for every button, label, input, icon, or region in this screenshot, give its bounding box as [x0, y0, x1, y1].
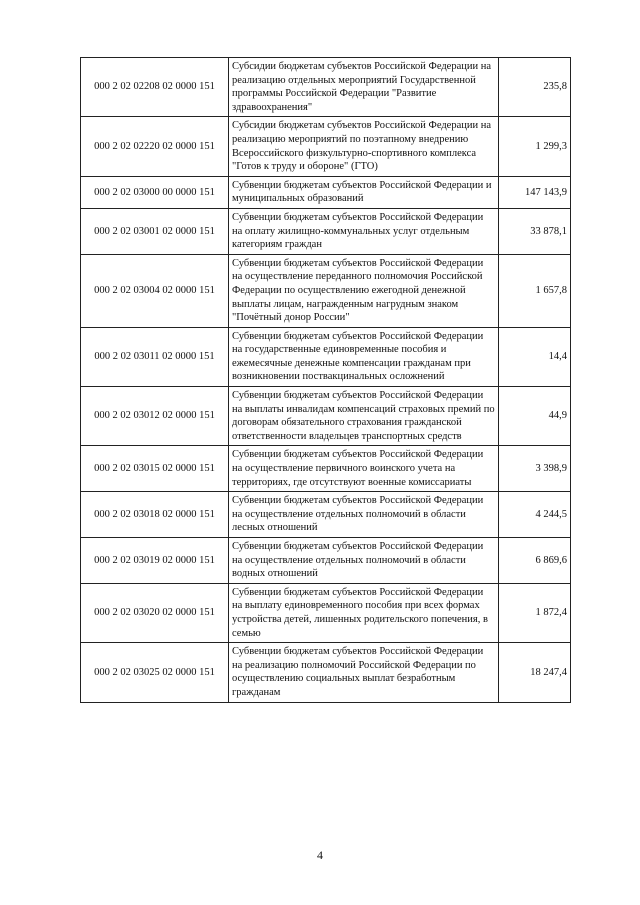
- description-cell: Субвенции бюджетам субъектов Российской Федерации на выплаты инвалидам компенсаций страховых премий по договорам обязательного страхования гражданской ответственности владельцев транспортных средств: [229, 387, 499, 446]
- budget-code-cell: 000 2 02 03019 02 0000 151: [81, 538, 229, 584]
- amount-cell: 6 869,6: [499, 538, 571, 584]
- amount-cell: 3 398,9: [499, 446, 571, 492]
- table-row: [81, 208, 571, 254]
- description-cell: Субвенции бюджетам субъектов Российской Федерации на осуществление переданного полномочия Российской Федерации по осуществлению ежегодной денежной выплаты лицам, награжденным нагрудным знаком "Почётный донор России": [229, 254, 499, 327]
- description-cell: Субвенции бюджетам субъектов Российской Федерации на осуществление первичного воинского учета на территориях, где отсутствуют военные комиссариаты: [229, 446, 499, 492]
- budget-code-cell: 000 2 02 03025 02 0000 151: [81, 643, 229, 702]
- amount-cell: 1 872,4: [499, 583, 571, 642]
- description-cell: Субсидии бюджетам субъектов Российской Федерации на реализацию отдельных мероприятий Государственной программы Российской Федерации "Развитие здравоохранения": [229, 58, 499, 117]
- amount-cell: 1 657,8: [499, 254, 571, 327]
- amount-cell: 33 878,1: [499, 208, 571, 254]
- description-cell: Субвенции бюджетам субъектов Российской Федерации и муниципальных образований: [229, 176, 499, 208]
- budget-code-cell: 000 2 02 03018 02 0000 151: [81, 492, 229, 538]
- amount-cell: 14,4: [499, 327, 571, 386]
- table-row: [81, 254, 571, 327]
- description-cell: Субвенции бюджетам субъектов Российской Федерации на осуществление отдельных полномочий в области лесных отношений: [229, 492, 499, 538]
- budget-code-cell: 000 2 02 02208 02 0000 151: [81, 58, 229, 117]
- amount-cell: 235,8: [499, 58, 571, 117]
- budget-code-cell: 000 2 02 03012 02 0000 151: [81, 387, 229, 446]
- table-row: [81, 176, 571, 208]
- table-row: [81, 117, 571, 176]
- description-cell: Субвенции бюджетам субъектов Российской Федерации на осуществление отдельных полномочий в области водных отношений: [229, 538, 499, 584]
- budget-code-cell: 000 2 02 03001 02 0000 151: [81, 208, 229, 254]
- amount-cell: 1 299,3: [499, 117, 571, 176]
- table-row: [81, 58, 571, 117]
- table-row: [81, 446, 571, 492]
- budget-code-cell: 000 2 02 03015 02 0000 151: [81, 446, 229, 492]
- table-row: [81, 538, 571, 584]
- table-row: [81, 387, 571, 446]
- description-cell: Субсидии бюджетам субъектов Российской Федерации на реализацию мероприятий по поэтапному внедрению Всероссийского физкультурно-спортивного комплекса "Готов к труду и обороне" (ГТО): [229, 117, 499, 176]
- budget-code-cell: 000 2 02 03020 02 0000 151: [81, 583, 229, 642]
- amount-cell: 18 247,4: [499, 643, 571, 702]
- description-cell: Субвенции бюджетам субъектов Российской Федерации на оплату жилищно-коммунальных услуг отдельным категориям граждан: [229, 208, 499, 254]
- description-cell: Субвенции бюджетам субъектов Российской Федерации на реализацию полномочий Российской Федерации по осуществлению социальных выплат безработным гражданам: [229, 643, 499, 702]
- amount-cell: 4 244,5: [499, 492, 571, 538]
- budget-code-cell: 000 2 02 02220 02 0000 151: [81, 117, 229, 176]
- amount-cell: 44,9: [499, 387, 571, 446]
- page-number: 4: [317, 848, 323, 862]
- table-row: [81, 492, 571, 538]
- budget-code-cell: 000 2 02 03004 02 0000 151: [81, 254, 229, 327]
- budget-table: [80, 57, 571, 703]
- budget-code-cell: 000 2 02 03011 02 0000 151: [81, 327, 229, 386]
- amount-cell: 147 143,9: [499, 176, 571, 208]
- table-row: [81, 643, 571, 702]
- description-cell: Субвенции бюджетам субъектов Российской Федерации на выплату единовременного пособия при всех формах устройства детей, лишенных родительского попечения, в семью: [229, 583, 499, 642]
- table-row: [81, 327, 571, 386]
- budget-code-cell: 000 2 02 03000 00 0000 151: [81, 176, 229, 208]
- budget-table-body: [81, 58, 571, 703]
- table-row: [81, 583, 571, 642]
- description-cell: Субвенции бюджетам субъектов Российской Федерации на государственные единовременные пособия и ежемесячные денежные компенсации гражданам при возникновении поствакцинальных осложнений: [229, 327, 499, 386]
